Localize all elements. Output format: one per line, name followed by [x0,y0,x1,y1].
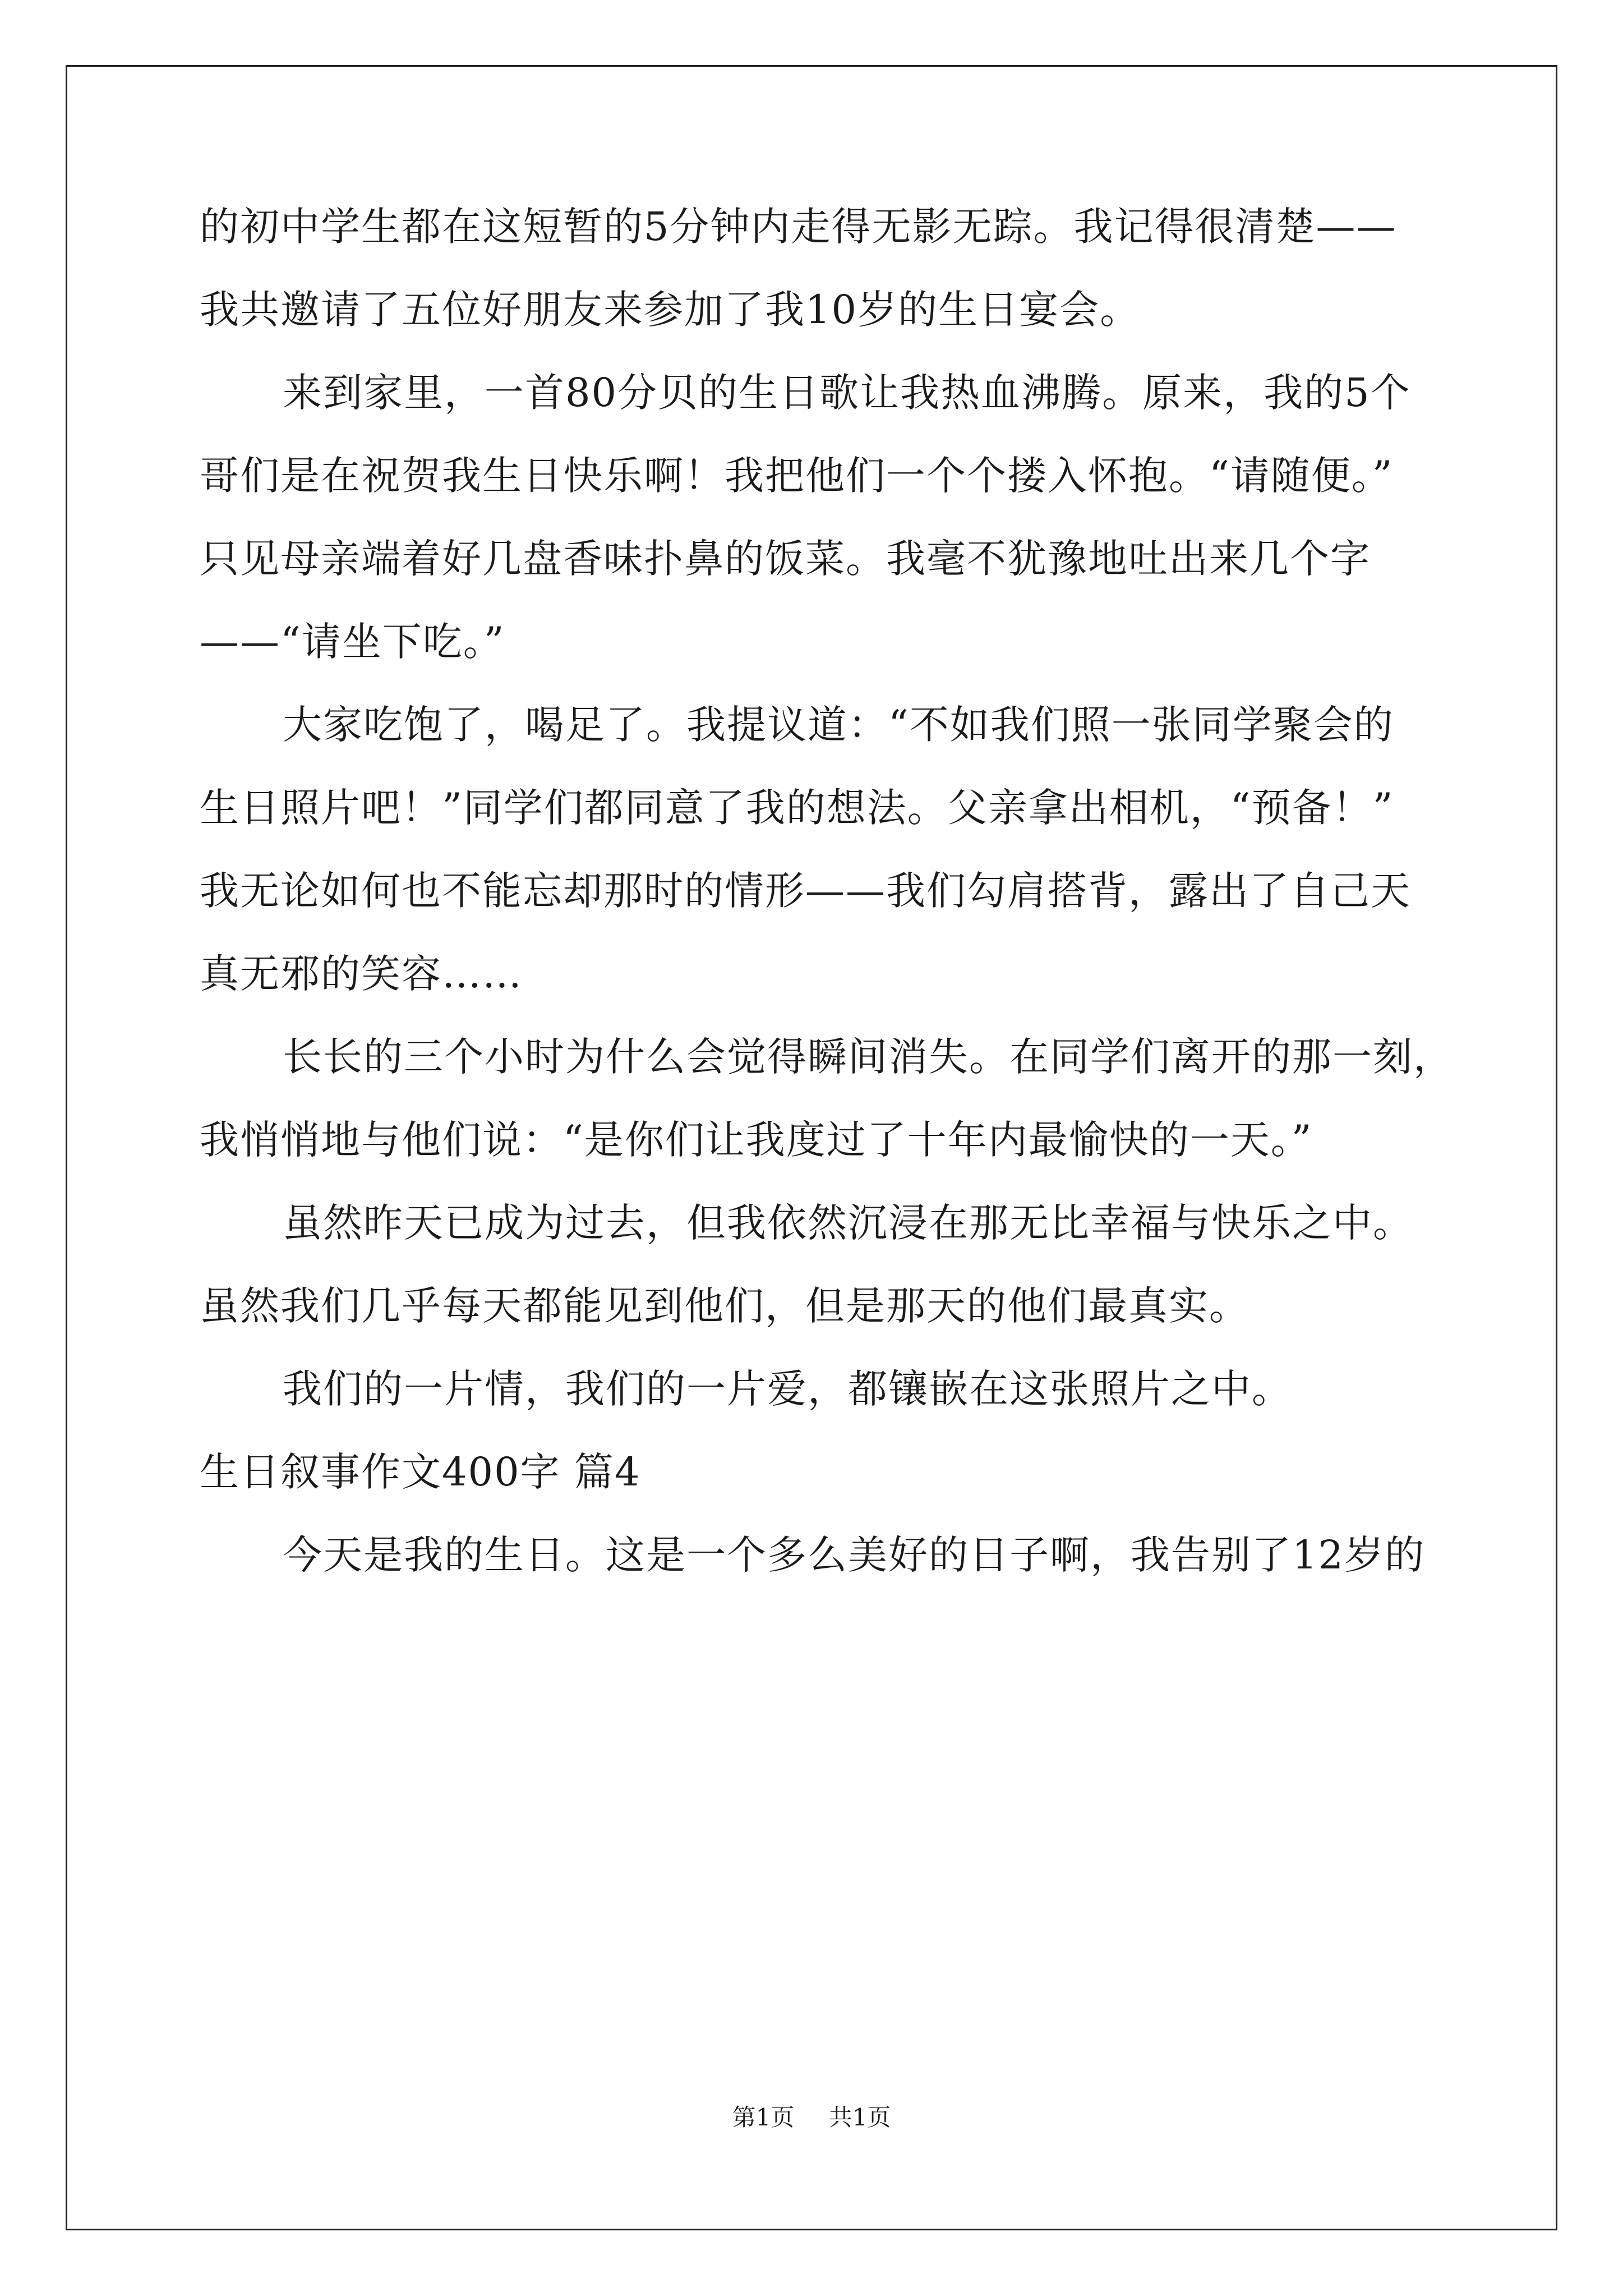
text-line: 我共邀请了五位好朋友来参加了我10岁的生日宴会。 [200,287,1141,333]
paragraph-start-line: 今天是我的生日。这是一个多么美好的日子啊，我告别了12岁的 [283,1532,1426,1578]
paragraph-start-line: 长长的三个小时为什么会觉得瞬间消失。在同学们离开的那一刻， [283,1034,1454,1080]
text-line: 的初中学生都在这短暂的5分钟内走得无影无踪。我记得很清楚—— [200,204,1397,250]
section-heading: 生日叙事作文400字 篇4 [200,1449,641,1495]
page-number: 第1页 [732,2104,795,2131]
page-footer [0,2101,1623,2134]
text-line: 虽然我们几乎每天都能见到他们，但是那天的他们最真实。 [200,1283,1249,1329]
paragraph-start-line: 我们的一片情，我们的一片爱，都镶嵌在这张照片之中。 [283,1366,1292,1412]
paragraph-start-line: 虽然昨天已成为过去，但我依然沉浸在那无比幸福与快乐之中。 [283,1200,1413,1246]
text-line: 只见母亲端着好几盘香味扑鼻的饭菜。我毫不犹豫地吐出来几个字 [200,536,1371,582]
text-line: 我无论如何也不能忘却那时的情形——我们勾肩搭背，露出了自己天 [200,868,1411,914]
text-line: 我悄悄地与他们说：“是你们让我度过了十年内最愉快的一天。” [200,1117,1313,1163]
document-body [200,185,1454,1596]
text-line: ——“请坐下吃。” [200,619,505,665]
page-total: 共1页 [828,2104,891,2131]
paragraph-start-line: 大家吃饱了，喝足了。我提议道：“不如我们照一张同学聚会的 [283,702,1394,748]
paragraph-start-line: 来到家里，一首80分贝的生日歌让我热血沸腾。原来，我的5个 [283,370,1411,416]
text-line: 哥们是在祝贺我生日快乐啊！我把他们一个个搂入怀抱。“请随便。” [200,453,1394,499]
text-line: 真无邪的笑容…… [200,951,523,997]
text-line: 生日照片吧！”同学们都同意了我的想法。父亲拿出相机，“预备！” [200,785,1394,831]
